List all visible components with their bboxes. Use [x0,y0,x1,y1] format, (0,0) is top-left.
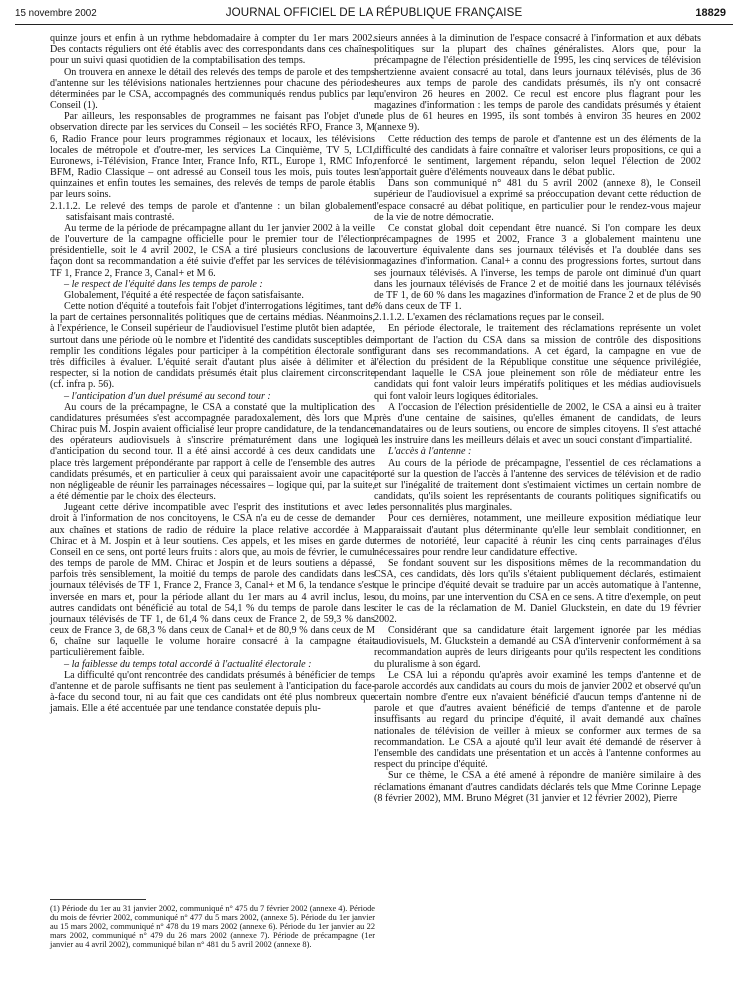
paragraph: En période électorale, le traitement des réclamations représente un volet important de l'action du CSA dans sa mission de contrôle des dispositions figurant dans ses recommandations. A cet égard, la campagne en vue de l'élection du président de la République constitue une séquence privilégiée, pendant laquelle le CSA joue pleinement son rôle de médiateur entre les candidats qui font valoir leurs impératifs politiques et les médias audiovisuels qui font valoir leurs logiques éditoriales. [374,323,701,402]
paragraph: Cette notion d'équité a toutefois fait l'objet d'interrogations légitimes, tant de la part de certaines personnalités politiques que de certains médias. Néanmoins, à l'expérience, le Conseil supérieur de l'audiovisuel l'estime plutôt bien adaptée, surtout dans une période où le nombre et l'identité des candidats susceptibles de remplir les conditions légales pour participer à la compétition électorale sont très difficiles à évaluer. L'équité serait d'autant plus aisée à délimiter et à respecter, si la notion de candidats présumés était plus clairement circonscrite (cf. infra p. 56). [50,301,375,391]
paragraph: Au terme de la période de précampagne allant du 1er janvier 2002 à la veille de l'ouverture de la campagne officielle pour le premier tour de l'élection présidentielle, soit le 4 avril 2002, le CSA a tiré plusieurs conclusions de la façon dont sa recommandation a été suivie d'effet par les services de télévision TF 1, France 2, France 3, Canal+ et M 6. [50,222,375,279]
paragraph: La difficulté qu'ont rencontrée des candidats présumés à bénéficier de temps d'antenne et de parole suffisants ne tient pas seulement à l'anticipation du face-à-face du second tour, ni au fait que ces candidats ont été plus nombreux que jamais. Elle a été accentuée par une tendance constatée depuis plu- [50,669,375,715]
subheading: – le respect de l'équité dans les temps de parole : [64,278,263,290]
paragraph: On trouvera en annexe le détail des relevés des temps de parole et des temps d'antenne sur les télévisions nationales hertziennes pour chacune des périodes déterminées par le CSA, accompagnés des communiqués rendus publics par le Conseil (1). [50,66,375,112]
footnote: (1) Période du 1er au 31 janvier 2002, communiqué n° 475 du 7 février 2002 (annexe 4). Période du mois de février 2002, communiqué n° 477 du 5 mars 2002, (annexe 5). Période du 1er janvier au 15 mars 2002, communiqué n° 478 du 19 mars 2002 (annexe 6). Période du 1er janvier au 22 mars 2002, communiqué n° 479 du 26 mars 2002 (annexe 7). Période de précampagne (1er janvier au 4 avril 2002), communiqué bilan n° 481 du 5 avril 2002 (annexe 8). [50,904,375,950]
paragraph: quinze jours et enfin à un rythme hebdomadaire à compter du 1er mars 2002. Des contacts réguliers ont été établis avec des correspondants dans ces chaînes pour un suivi quasi quotidien de la comptabilisation des temps. [50,33,375,67]
paragraph: Cette réduction des temps de parole et d'antenne est un des éléments de la difficulté des candidats à faire connaître et valoriser leurs propositions, ce qui a renforcé le sentiment, largement répandu, selon lequel l'élection de 2002 n'apportait guère d'éléments nouveaux dans le débat public. [374,133,701,179]
paragraph: sieurs années à la diminution de l'espace consacré à l'information et aux débats politiques sur la plupart des chaînes généralistes. Alors que, pour la précampagne de l'élection présidentielle de 1995, les cinq services de télévision hertzienne avaient consacré au total, dans leurs journaux télévisés, plus de 36 heures aux temps de parole des candidats présumés, ils n'y ont consacré qu'environ 26 heures en 2002. Ce recul est encore plus flagrant pour les magazines d'information : les temps de parole des candidats présumés y étaient de plus de 61 heures en 1995, ils sont tombés à environ 35 heures en 2002 (annexe 9). [374,33,701,134]
journal-title: JOURNAL OFFICIEL DE LA RÉPUBLIQUE FRANÇAISE [225,6,523,19]
paragraph: Considérant que sa candidature était largement ignorée par les médias audiovisuels, M. Gluckstein a demandé au CSA d'intervenir conformément à sa recommandation auprès de leurs dirigeants pour qu'ils respectent les conditions du pluralisme à son égard. [374,625,701,670]
section-heading: 2.1.1.2. L'examen des réclamations reçues par le conseil. [374,312,605,324]
paragraph: Sur ce thème, le CSA a été amené à répondre de manière similaire à des réclamations émanant d'autres candidats déclarés tels que Mme Corinne Lepage (8 février 2002), MM. Bruno Mégret (31 janvier et 12 février 2002), Pierre [374,770,701,804]
paragraph: Au cours de la période de précampagne, l'essentiel de ces réclamations a porté sur la question de l'accès à l'antenne des services de télévision et de radio et sur l'inégalité de traitement dont s'estimaient victimes un certain nombre de candidats, qu'ils soient les représentants de courants politiques significatifs ou des personnalités plus marginales. [374,457,701,514]
paragraph: Le CSA lui a répondu qu'après avoir examiné les temps d'antenne et de parole accordés aux candidats au cours du mois de janvier 2002 et observé qu'un certain nombre d'entre eux n'avaient bénéficié d'aucun temps d'antenne ni de parole et que d'autres avaient bénéficié de temps d'antenne et de parole insuffisants au regard du principe d'équité, il avait demandé aux chaînes nationales de télévision de veiller à mieux se conformer aux termes de sa recommandation. Le CSA a ajouté qu'il leur avait été demandé de réserver à l'ensemble des candidats une présentation et un accès à l'antenne conformes au respect du principe d'équité. [374,669,701,771]
paragraph: Ce constat global doit cependant être nuancé. Si l'on compare les deux précampagnes de 1995 et 2002, France 3 a globalement maintenu une couverture équivalente dans ses journaux télévisés et l'a doublée dans ses magazines d'information. Canal+ a connu des progressions fortes, surtout dans ses journaux télévisés. A l'inverse, les temps de parole ont diminué d'un quart dans les journaux télévisés de France 2 et de moitié dans les journaux télévisés de TF 1, de 60 % dans les magazines d'information de France 2 et de plus de 90 % dans ceux de TF 1. [374,222,701,313]
subheading: L'accès à l'antenne : [388,446,472,458]
footnote-rule [50,899,146,900]
left-column [50,33,375,714]
paragraph: Jugeant cette dérive incompatible avec l'esprit des institutions et avec le droit à l'information de nos concitoyens, le CSA n'a eu de cesse de demander aux chaînes et stations de radio de réduire la place relative accordée à M. Chirac et à M. Jospin et à leur soutiens. Ces appels, et les mises en garde du Conseil en ce sens, ont porté leurs fruits : alors que, au mois de février, le cumul des temps de parole de MM. Chirac et Jospin et de leurs soutiens a dépassé, parfois très sensiblement, la moitié du temps de parole des candidats dans les journaux télévisés de TF 1, France 2, France 3, Canal+ et M 6, la tendance s'est inversée en mars et, pour la période allant du 1er mars au 4 avril inclus, les autres candidats ont bénéficié au total de 54,1 % du temps de parole dans les journaux télévisés de TF 1, de 61,4 % dans ceux de France 2, de 59,3 % dans ceux de France 3, de 68,3 % dans ceux de Canal+ et de 80,9 % dans ceux de M 6, chaîne sur laquelle le volume horaire consacré à la campagne était particulièrement faible. [50,502,375,659]
paragraph: A l'occasion de l'élection présidentielle de 2002, le CSA a ainsi eu à traiter près d'une centaine de saisines, qu'elles émanent de candidats, de leurs mandataires ou de leurs soutiens, ou encore de simples citoyens. Il s'est attaché à les instruire dans les meilleurs délais et avec un souci constant d'impartialité. [374,401,701,447]
paragraph: Se fondant souvent sur les dispositions mêmes de la recommandation du CSA, ces candidats, dès lors qu'ils s'étaient publiquement déclarés, estimaient que le principe d'équité devait se traduire par un accès automatique à l'antenne, ou, du moins, par une intervention du CSA en ce sens. A titre d'exemple, on peut citer le cas de la réclamation de M. Daniel Gluckstein, en date du 19 février 2002. [374,558,701,625]
paragraph: Par ailleurs, les responsables de programmes ne faisant pas l'objet d'une observation directe par les services du Conseil – les sociétés RFO, France 3, M 6, Radio France pour leurs programmes régionaux et locaux, les télévisions locales de métropole et d'outre-mer, les services La Cinquième, TV 5, LCI, Euronews, i-Télévision, France Inter, France Info, RTL, Europe 1, RMC Info, BFM, Radio Classique – ont adressé au Conseil tous les mois, puis toutes les quinzaines et enfin toutes les semaines, des relevés de temps de parole établis par leurs soins. [50,111,375,201]
subheading: – l'anticipation d'un duel présumé au second tour : [64,390,271,402]
header-rule [15,24,733,25]
paragraph: Globalement, l'équité a été respectée de façon satisfaisante. [64,289,304,301]
right-column [374,33,701,804]
section-heading: 2.1.1.2. Le relevé des temps de parole et d'antenne : un bilan globalement satisfaisant mais contrasté. [50,200,375,223]
paragraph: Dans son communiqué n° 481 du 5 avril 2002 (annexe 8), le Conseil supérieur de l'audiovisuel a exprimé sa préoccupation devant cette réduction de l'espace consacré au débat politique, en particulier pour le rendez-vous majeur de la vie de notre démocratie. [374,178,701,223]
paragraph: Au cours de la précampagne, le CSA a constaté que la multiplication des candidatures présumées s'est accompagnée paradoxalement, dès lors que M. Chirac puis M. Jospin avaient officialisé leur propre candidature, de la tendance des opérateurs audiovisuels à s'inscrire prématurément dans une logique d'anticipation du second tour. Il a été ainsi accordé à ces deux candidats une place très largement prépondérante par rapport à celle de l'ensemble des autres candidats présumés, et en particulier à ceux qui paraissaient avoir une capacité non négligeable de réunir les parrainages nécessaires – logique qui, par la suite, a été démentie par le choix des électeurs. [50,401,375,503]
paragraph: Pour ces dernières, notamment, une meilleure exposition médiatique leur apparaissait d'autant plus déterminante qu'elle leur semblait conditionner, en termes de notoriété, leur capacité à réunir les cinq cents parrainages d'élus nécessaires pour rendre leur candidature effective. [374,513,701,558]
page-header [0,0,748,30]
header-date: 15 novembre 2002 [15,8,97,19]
subheading: – la faiblesse du temps total accordé à l'actualité électorale : [64,658,312,670]
page-number: 18829 [695,7,726,19]
